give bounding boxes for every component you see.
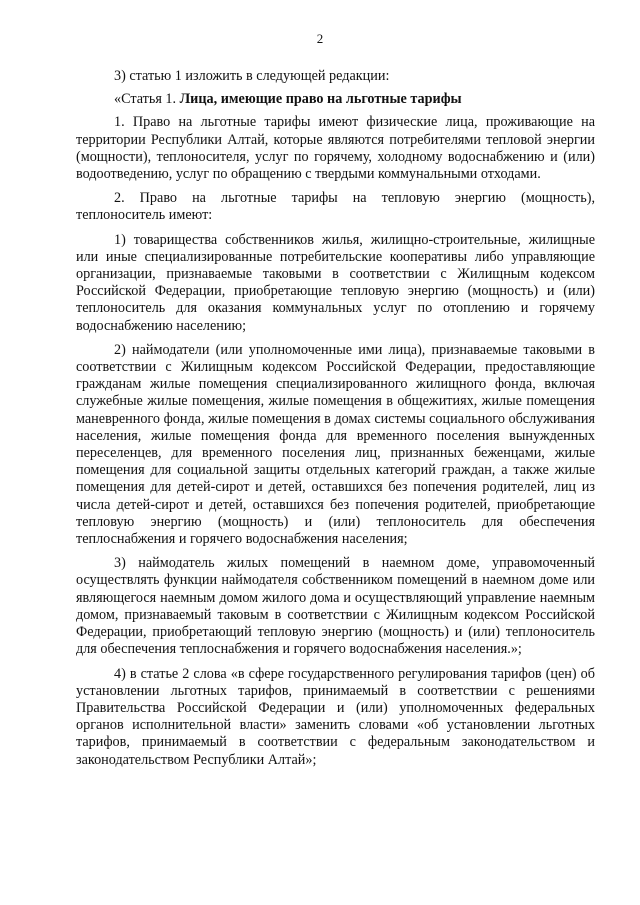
paragraph-subitem-1: 1) товарищества собственников жилья, жилищно-строительные, жилищные или иные специализированные потребительские кооперативы либо управляющие организации, признаваемые таковыми в соответствии с Жилищным кодексом Российской Федерации, приобретающие тепловую энергию (мощность) и (или) теплоноситель для оказания коммунальных услуг по отоплению и горячему водоснабжению населению; (76, 231, 595, 334)
paragraph-item-4: 4) в статье 2 слова «в сфере государственного регулирования тарифов (цен) об установлении льготных тарифов, принимаемый в соответствии с решениями Правительства Российской Федерации и (или) уполномоченных федеральных органов исполнительной власти» заменить словами «об установлении льготных тарифов, принимаемый в соответствии с федеральным законодательством и законодательством Республики Алтай»; (76, 665, 595, 768)
paragraph-part-1: 1. Право на льготные тарифы имеют физические лица, проживающие на территории Республики Алтай, которые являются потребителями тепловой энергии (мощности), теплоносителя, услуг по горячему, холодному водоснабжению и (или) водоотведению, услуг по обращению с твердыми коммунальными отходами. (76, 114, 595, 183)
article-prefix: «Статья 1. (114, 91, 180, 108)
paragraph-item-3-intro: 3) статью 1 изложить в следующей редакции: (114, 68, 390, 84)
paragraph-subitem-3: 3) наймодатель жилых помещений в наемном доме, управомоченный осуществлять функции наймодателя собственником помещений в наемном доме или являющегося наемным домом жилого дома и осуществляющий управление наемным домом, признаваемый таковым в соответствии с Жилищным кодексом Российской Федерации, приобретающий тепловую энергию (мощность) и (или) теплоноситель для обеспечения теплоснабжения и горячего водоснабжения населения.»; (76, 555, 595, 658)
page-number: 2 (316, 31, 324, 46)
document-body (76, 68, 595, 776)
article-title: Лица, имеющие право на льготные тарифы (179, 91, 462, 108)
paragraph-subitem-2: 2) наймодатели (или уполномоченные ими лица), признаваемые таковыми в соответствии с Жилищным кодексом Российской Федерации, предоставляющие гражданам жилые помещения специализированного жилищного фонда, включая служебные жилые помещения, жилые помещения в общежитиях, жилые помещения маневренного фонда, жилые помещения в домах системы социального обслуживания населения, жилые помещения фонда для временного поселения вынужденных переселенцев, для временного поселения лиц, признанных беженцами, жилые помещения для социальной защиты отдельных категорий граждан, а также жилые помещения для детей-сирот и детей, оставшихся без попечения родителей, лиц из числа детей-сирот и детей, оставшихся без попечения родителей, приобретающие тепловую энергию (мощность) и (или) теплоноситель для обеспечения теплоснабжения и горячего водоснабжения населения; (76, 341, 595, 548)
paragraph-part-2: 2. Право на льготные тарифы на тепловую энергию (мощность), теплоноситель имеют: (76, 190, 595, 224)
article-heading (76, 91, 595, 108)
